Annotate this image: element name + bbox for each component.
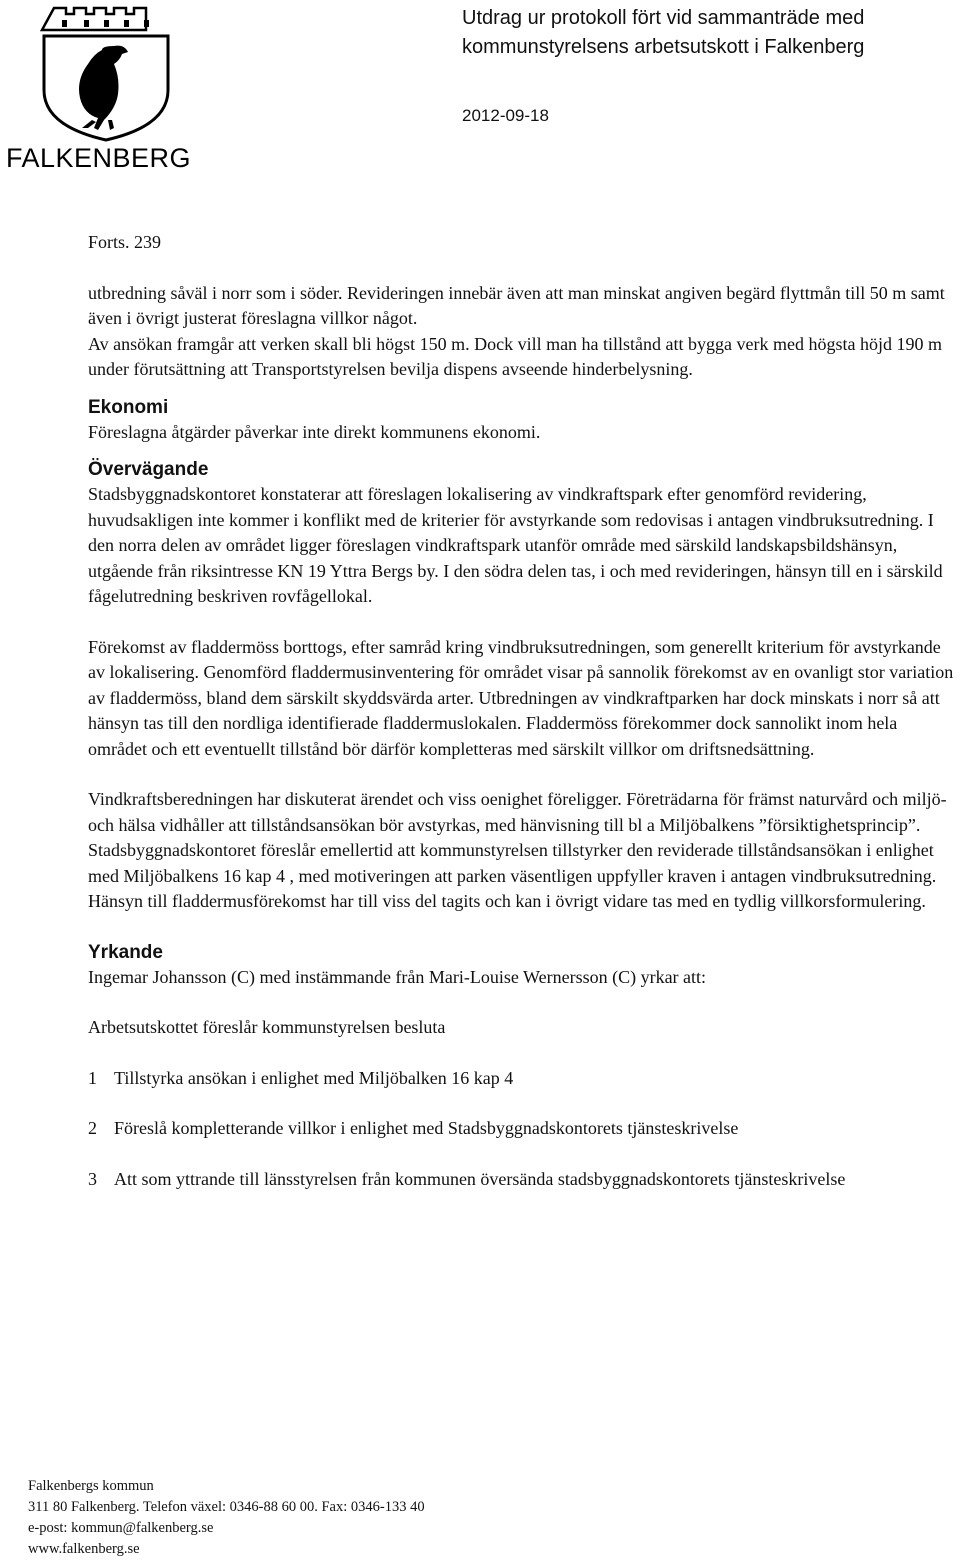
footer-email: e-post: kommun@falkenberg.se — [28, 1520, 214, 1536]
protocol-body — [88, 230, 960, 1192]
yrkande-text: Ingemar Johansson (C) med instämmande från Mari-Louise Wernersson (C) yrkar att: — [88, 966, 707, 987]
proposal-item-2 — [88, 1116, 960, 1142]
proposal-item-text: Föreslå kompletterande villkor i enlighet med Stadsbyggnadskontorets tjänsteskrivelse — [114, 1118, 739, 1138]
overvagande-paragraph-3: Vindkraftsberedningen har diskuterat ärendet och viss oenighet föreligger. Företrädarna för främst naturvård och miljö- och hälsa vidhåller att tillståndsansökan bör avstyrkas, med hänvisning till bl a Miljöbalkens ”försiktighetsprincip”. Stadsbyggnadskontoret föreslår emellertid att kommunstyrelsen tillstyrker den reviderade tillståndsansökan i enlighet med Miljöbalkens 16 kap 4 , med motiveringen att parken väsentligen uppfyller kraven i antagen vindbruksutredning. Hänsyn till fladdermusförekomst har till viss del tagits och kan i övrigt vidare tas med en tydlig villkorsformulering. — [88, 789, 947, 911]
overvagande-paragraph-1: Stadsbyggnadskontoret konstaterar att föreslagen lokalisering av vindkraftspark efter genomförd revidering, huvudsakligen inte kommer i konflikt med de kriterier för avstyrkande som redovisas i antagen vindbruksutredning. I den norra delen av området ligger föreslagen vindkraftspark utanför område med särskild landskapsbildshänsyn, utgående från riksintresse KN 19 Yttra Bergs by. I den södra delen tas, i och med revideringen, hänsyn till en i särskild fågelutredning beskriven rovfågellokal. — [88, 484, 943, 606]
proposal-item-1 — [88, 1066, 960, 1092]
continuation-label: Forts. 239 — [88, 232, 162, 252]
proposal-item-number: 3 — [88, 1168, 97, 1189]
footer-org: Falkenbergs kommun — [28, 1478, 154, 1494]
proposal-item-number: 2 — [88, 1118, 97, 1138]
falkenberg-wordmark: FALKENBERG — [6, 143, 192, 173]
overvagande-paragraph-2: Förekomst av fladdermöss borttogs, efter samråd kring vindbruksutredningen, som generellt kriterium för avstyrkande av lokalisering. Genomförd fladdermusinventering för området visar på sannolik förekomst av en ovanligt stor variation av fladdermöss, bland dem särskilt skyddsvärda arter. Utbredningen av vindkraftparken har dock minskats i norr så att hänsyn tas till den nordliga identifierade fladdermuslokalen. Fladdermöss förekommer dock sannolikt inom hela området och ett eventuellt tillstånd bör därför kompletteras med särskilt villkor om driftsnedsättning. — [88, 636, 954, 759]
ekonomi-text: Föreslagna åtgärder påverkar inte direkt kommunens ekonomi. — [88, 421, 541, 442]
proposal-item-number: 1 — [88, 1067, 97, 1088]
intro-paragraph-2: Av ansökan framgår att verken skall bli högst 150 m. Dock vill man ha tillstånd att bygga verk med högsta höjd 190 m under förutsättning att Transportstyrelsen bevilja dispens avseende hinderbelysning. — [88, 333, 942, 379]
proposal-item-3 — [88, 1167, 960, 1193]
footer-address: 311 80 Falkenberg. Telefon växel: 0346-88 60 00. Fax: 0346-133 40 — [28, 1499, 425, 1515]
intro-paragraph-1: utbredning såväl i norr som i söder. Revideringen innebär även att man minskat angiven begärd flyttmån till 50 m samt även i övrigt justerat föreslagna villkor något. — [88, 282, 945, 328]
header-title-line1: Utdrag ur protokoll fört vid sammanträde med — [462, 7, 865, 29]
overvagande-heading: Övervägande — [88, 459, 209, 480]
document-header — [462, 4, 952, 62]
page-footer — [28, 1476, 425, 1560]
meeting-date: 2012-09-18 — [462, 106, 549, 125]
footer-web: www.falkenberg.se — [28, 1541, 140, 1557]
ekonomi-heading: Ekonomi — [88, 396, 169, 418]
proposal-item-text: Tillstyrka ansökan i enlighet med Miljöbalken 16 kap 4 — [114, 1067, 514, 1088]
proposal-intro: Arbetsutskottet föreslår kommunstyrelsen besluta — [88, 1017, 446, 1037]
yrkande-heading: Yrkande — [88, 941, 163, 963]
proposal-item-text: Att som yttrande till länsstyrelsen från kommunen översända stadsbyggnadskontorets tjänsteskrivelse — [114, 1168, 846, 1189]
falkenberg-coat-of-arms-icon — [36, 2, 176, 142]
header-title-line2: kommunstyrelsens arbetsutskott i Falkenberg — [462, 36, 865, 58]
